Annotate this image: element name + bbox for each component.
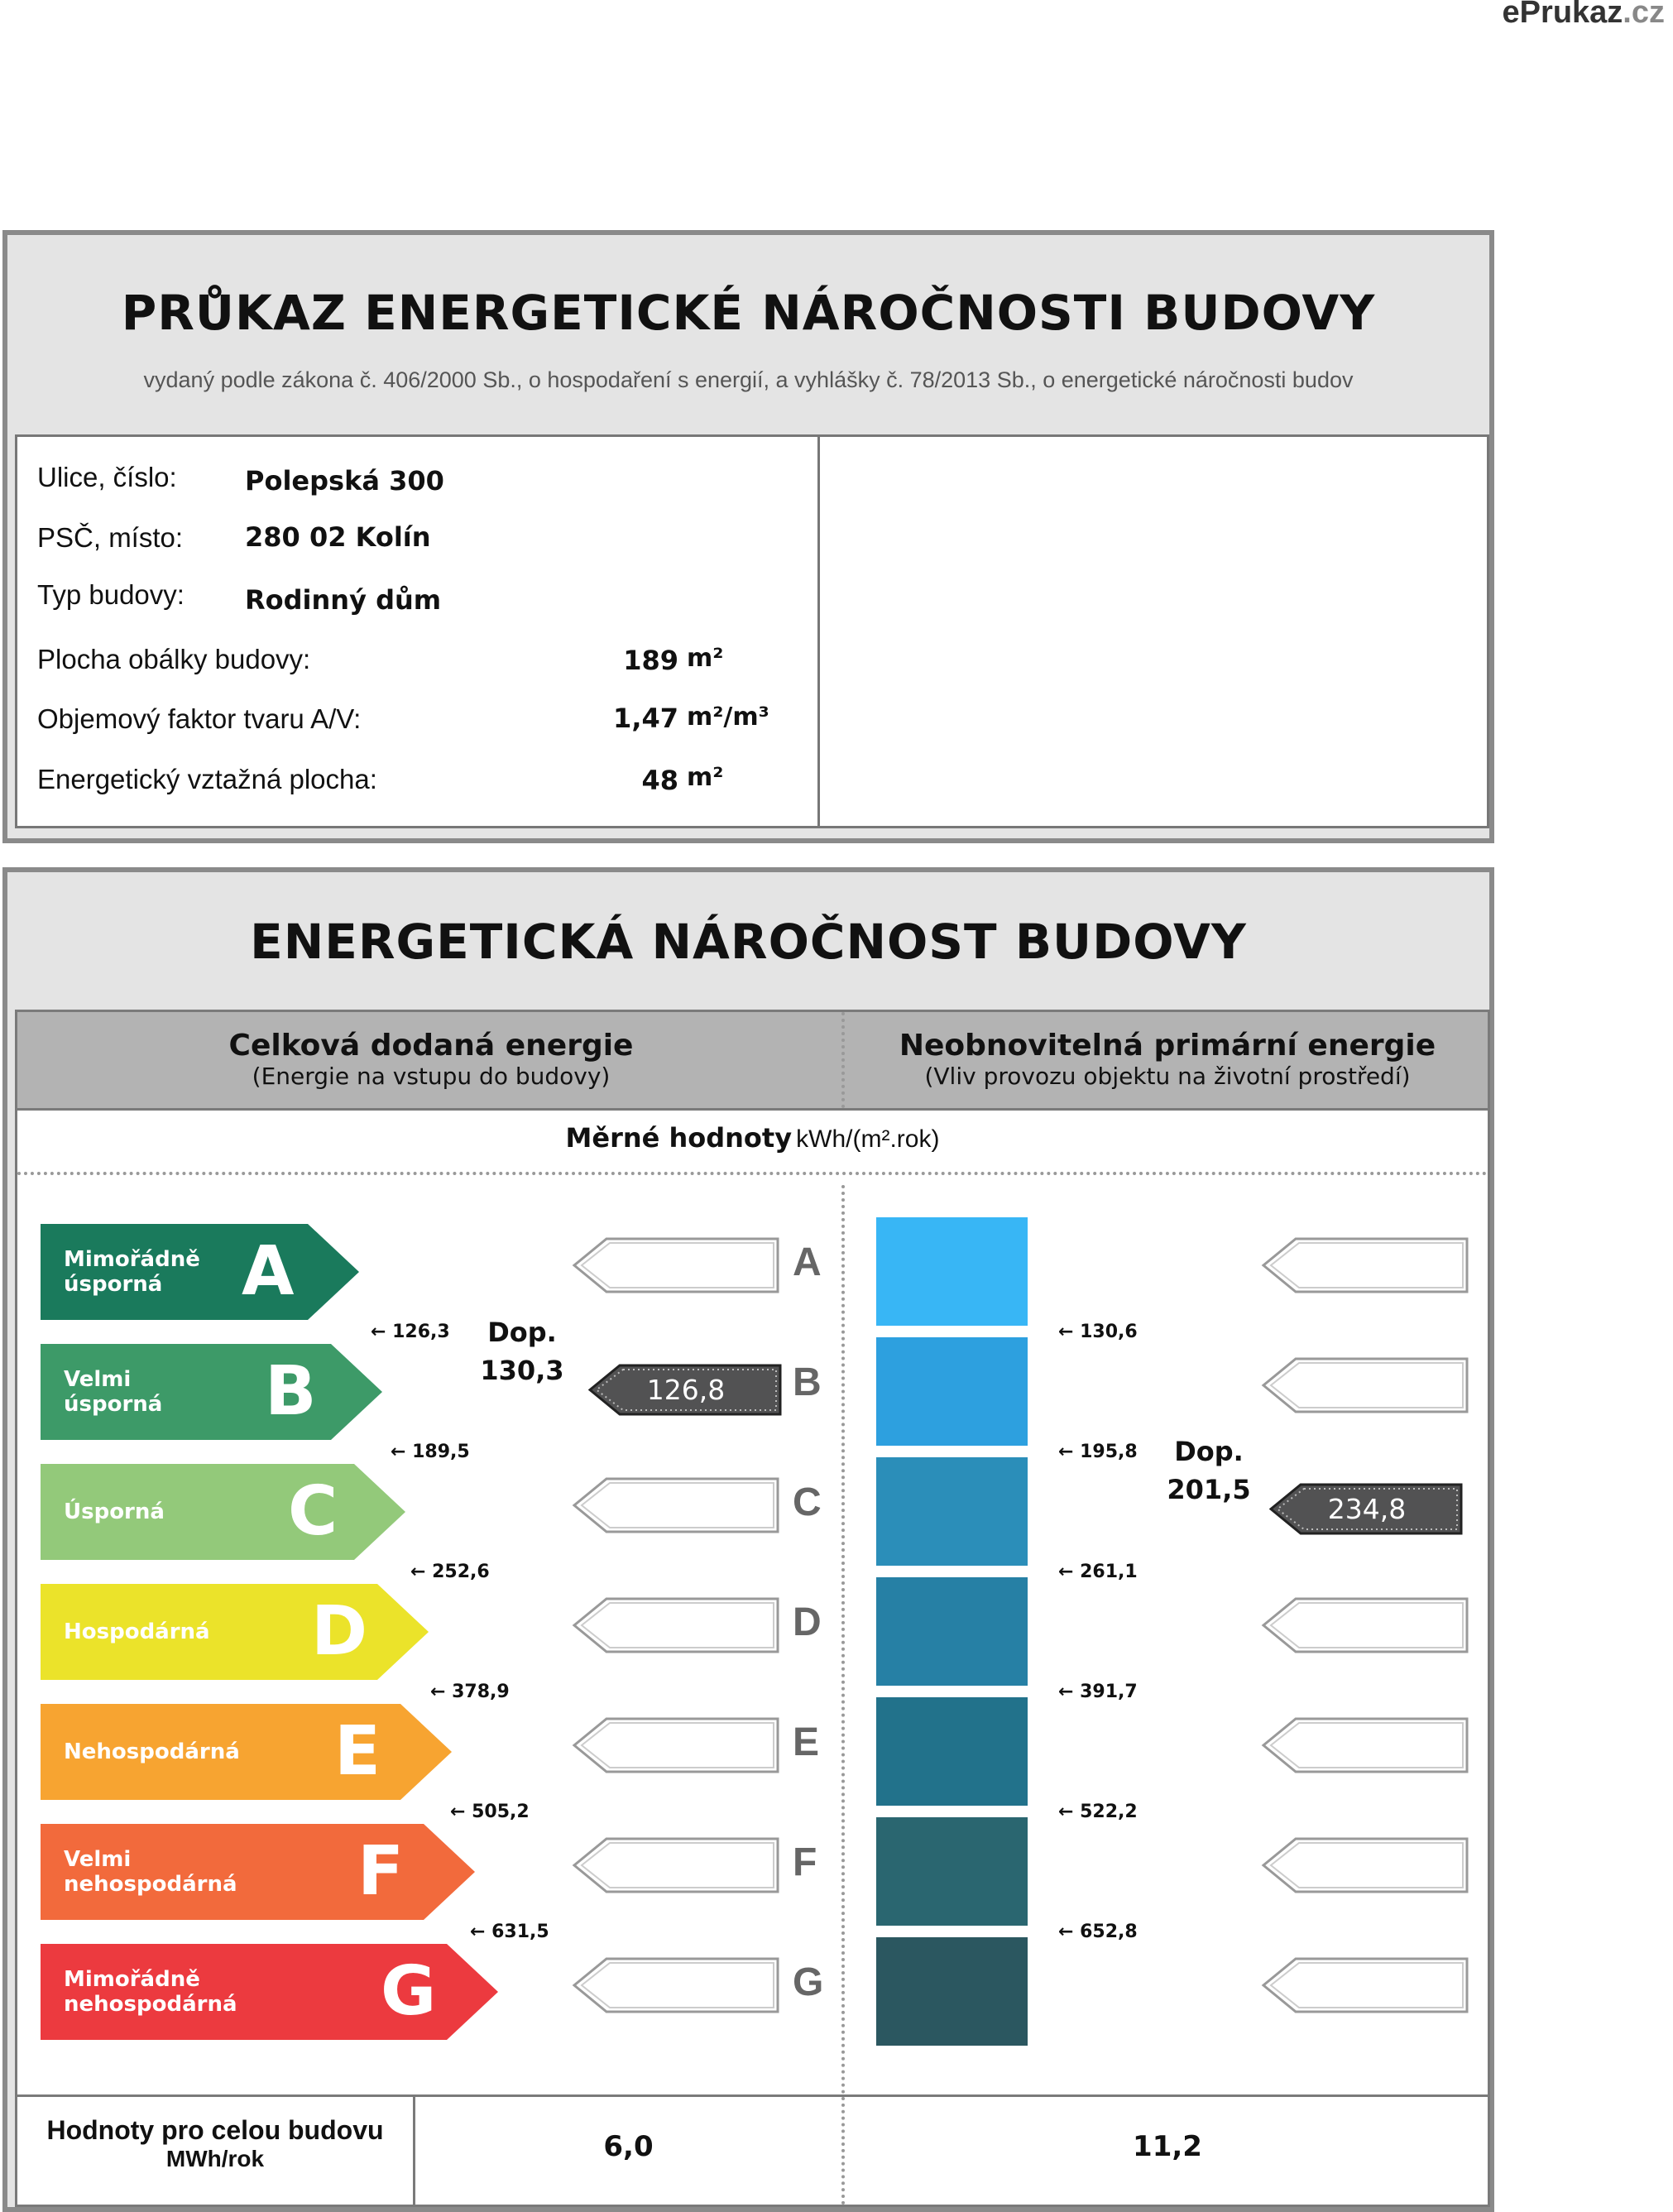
right-column-subheading: (Vliv provozu objektu na životní prostředí) (924, 1063, 1411, 1090)
rating-column-headers (15, 1010, 1490, 1111)
right-reference-value (1159, 1432, 1258, 1509)
right-outline-arrow-d (1261, 1596, 1469, 1654)
left-rating-marker (588, 1364, 782, 1416)
shape-factor-unit: m²/m³ (687, 703, 769, 732)
right-rating-marker-value: 234,8 (1327, 1493, 1407, 1525)
class-letter-big-g: G (381, 1952, 437, 2031)
right-outline-arrow-e (1261, 1716, 1469, 1774)
right-reference-number: 201,5 (1167, 1474, 1251, 1505)
envelope-area-unit: m² (687, 644, 724, 673)
brand-name: ePrukaz (1502, 0, 1623, 30)
class-arrow-b (41, 1344, 382, 1440)
building-photo-box (817, 434, 1489, 828)
left-outline-arrow-g (572, 1956, 780, 2014)
class-arrow-f (41, 1824, 475, 1920)
primary-scale-bar-c (876, 1457, 1028, 1566)
left-bound-4: ← 378,9 (430, 1682, 510, 1702)
zip-value: 280 02 Kolín (245, 521, 431, 553)
class-letter-big-f: F (357, 1832, 405, 1911)
class-label-g: Mimořádně nehospodárná (64, 1967, 237, 2017)
column-divider (841, 1185, 845, 2094)
primary-scale-bar-b (876, 1337, 1028, 1446)
whole-building-row (15, 2094, 1490, 2207)
brand-logo (1503, 0, 1665, 31)
left-bound-1: ← 126,3 (371, 1322, 450, 1342)
specific-values-caption (17, 1122, 1488, 1154)
envelope-area-value: 189 (623, 645, 678, 676)
left-outline-arrow-c (572, 1476, 780, 1534)
class-arrow-d (41, 1584, 429, 1680)
footer-left-value: 6,0 (603, 2130, 654, 2163)
right-outline-arrow-b (1261, 1356, 1469, 1414)
whole-building-caption (17, 2115, 413, 2172)
scale-letter-d: D (793, 1600, 822, 1644)
scale-letter-a: A (793, 1240, 822, 1284)
certificate-header-panel (2, 230, 1494, 843)
right-bound-3: ← 261,1 (1058, 1562, 1138, 1582)
left-bound-3: ← 252,6 (410, 1562, 490, 1582)
left-column-heading: Celková dodaná energie (228, 1029, 634, 1063)
right-bound-4: ← 391,7 (1058, 1682, 1138, 1702)
certificate-title: PRŮKAZ ENERGETICKÉ NÁROČNOSTI BUDOVY (121, 285, 1376, 341)
right-reference-label: Dop. (1174, 1436, 1244, 1467)
caption-divider (17, 1172, 1488, 1175)
left-bound-5: ← 505,2 (450, 1802, 530, 1822)
left-rating-marker-value: 126,8 (646, 1374, 726, 1406)
class-letter-big-e: E (334, 1712, 381, 1791)
envelope-area-label: Plocha obálky budovy: (37, 644, 311, 674)
right-rating-marker (1269, 1483, 1463, 1535)
left-outline-arrow-d (572, 1596, 780, 1654)
right-bound-2: ← 195,8 (1058, 1442, 1138, 1462)
left-reference-label: Dop. (487, 1317, 557, 1348)
footer-right-value: 11,2 (1133, 2130, 1202, 2163)
class-label-a: Mimořádně úsporná (64, 1247, 200, 1297)
building-type-value: Rodinný dům (245, 584, 442, 616)
right-column-header (845, 1029, 1490, 1090)
shape-factor-label: Objemový faktor tvaru A/V: (37, 703, 362, 734)
primary-scale-bar-a (876, 1217, 1028, 1326)
scale-letter-b: B (793, 1360, 822, 1404)
primary-scale-bar-d (876, 1577, 1028, 1686)
class-label-f: Velmi nehospodárná (64, 1847, 237, 1897)
specific-values-unit: kWh/(m².rok) (796, 1125, 940, 1153)
street-value: Polepská 300 (245, 465, 444, 497)
energy-rating-panel (2, 867, 1494, 2212)
right-outline-arrow-g (1261, 1956, 1469, 2014)
right-outline-arrow-f (1261, 1836, 1469, 1894)
class-label-e: Nehospodárná (64, 1739, 240, 1764)
class-letter-big-a: A (242, 1232, 295, 1311)
left-reference-value (472, 1313, 572, 1389)
class-arrow-g (41, 1944, 498, 2040)
left-bound-2: ← 189,5 (391, 1442, 470, 1462)
whole-building-unit: MWh/rok (165, 2146, 265, 2171)
reference-area-value: 48 (641, 765, 678, 796)
building-type-label: Typ budovy: (37, 579, 185, 610)
class-label-b: Velmi úsporná (64, 1367, 163, 1417)
street-label: Ulice, číslo: (37, 462, 177, 492)
primary-scale-bar-e (876, 1697, 1028, 1806)
class-letter-big-d: D (311, 1592, 368, 1671)
scale-letter-e: E (793, 1720, 820, 1764)
right-column-heading: Neobnovitelná primární energie (899, 1029, 1436, 1063)
brand-tld: .cz (1623, 0, 1665, 30)
class-arrow-a (41, 1224, 359, 1320)
rating-scale-area (15, 1111, 1490, 2094)
class-letter-big-b: B (265, 1352, 317, 1431)
reference-area-label: Energetický vztažná plocha: (37, 764, 377, 794)
right-bound-5: ← 522,2 (1058, 1802, 1138, 1822)
scale-letter-g: G (793, 1960, 824, 2004)
certificate-subtitle: vydaný podle zákona č. 406/2000 Sb., o hospodaření s energií, a vyhlášky č. 78/2013 Sb., o energetické náročnosti budov (143, 367, 1354, 392)
left-outline-arrow-f (572, 1836, 780, 1894)
class-arrow-c (41, 1464, 405, 1560)
right-bound-1: ← 130,6 (1058, 1322, 1138, 1342)
left-column-subheading: (Energie na vstupu do budovy) (252, 1063, 611, 1090)
scale-letter-f: F (793, 1840, 817, 1884)
reference-area-unit: m² (687, 763, 724, 792)
right-bound-6: ← 652,8 (1058, 1922, 1138, 1942)
left-outline-arrow-a (572, 1236, 780, 1294)
specific-values-label: Měrné hodnoty (565, 1122, 793, 1154)
left-outline-arrow-e (572, 1716, 780, 1774)
shape-factor-value: 1,47 (613, 703, 678, 734)
class-label-d: Hospodárná (64, 1619, 210, 1644)
scale-letter-c: C (793, 1480, 822, 1524)
class-letter-big-c: C (288, 1472, 338, 1551)
zip-label: PSČ, místo: (37, 522, 184, 553)
whole-building-label: Hodnoty pro celou budovu (46, 2115, 384, 2145)
left-column-header (17, 1029, 845, 1090)
class-arrow-e (41, 1704, 452, 1800)
primary-scale-bar-f (876, 1817, 1028, 1926)
right-outline-arrow-a (1261, 1236, 1469, 1294)
primary-scale-bar-g (876, 1937, 1028, 2046)
class-label-c: Úsporná (64, 1499, 165, 1524)
rating-title: ENERGETICKÁ NÁROČNOST BUDOVY (250, 914, 1247, 970)
building-info-box (15, 434, 820, 828)
left-reference-number: 130,3 (480, 1355, 564, 1386)
left-bound-6: ← 631,5 (470, 1922, 549, 1942)
